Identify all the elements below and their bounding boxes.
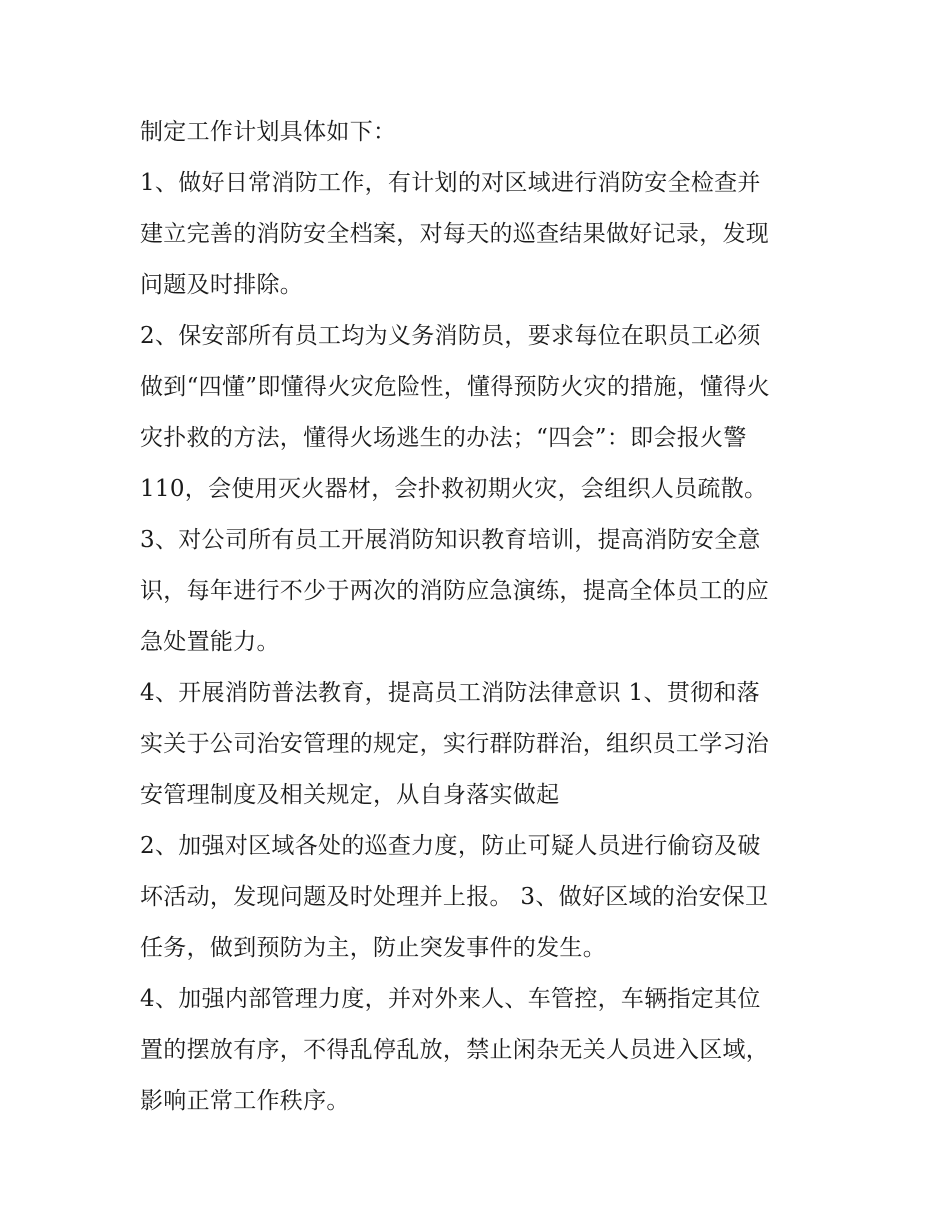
plan-item-internal-management: 4、加强内部管理力度，并对外来人、车管控，车辆指定其位 置的摆放有序，不得乱停乱放，禁止闲杂无关人员进入区域， 影响正常工作秩序。 <box>140 986 770 1114</box>
plan-item-4-fire-law-education: 4、开展消防普法教育，提高员工消防法律意识 1、贯彻和落 实关于公司治安管理的规定，实行群防群治，组织员工学习治 安管理制度及相关规定，从自身落实做起 <box>140 680 770 808</box>
plan-item-3-fire-training: 3、对公司所有员工开展消防知识教育培训，提高消防安全意 识，每年进行不少于两次的消防应急演练，提高全体员工的应 急处置能力。 <box>140 527 770 655</box>
plan-item-security-patrol: 2、加强对区域各处的巡查力度，防止可疑人员进行偷窃及破 坏活动，发现问题及时处理并上报。 3、做好区域的治安保卫 任务，做到预防为主，防止突发事件的发生。 <box>140 833 769 961</box>
intro-paragraph: 制定工作计划具体如下： <box>140 119 397 145</box>
plan-item-2-fire-volunteers: 2、保安部所有员工均为义务消防员，要求每位在职员工必须 做到“四懂”即懂得火灾危险性，懂得预防火灾的措施，懂得火 灾扑救的方法，懂得火场逃生的办法；“四会”：即会报火警 110，会使用灭火器材，会扑救初期火灾，会组织人员疏散。 <box>140 323 770 502</box>
document-body <box>140 107 820 1127</box>
plan-item-1-fire-inspection: 1、做好日常消防工作，有计划的对区域进行消防安全检查并 建立完善的消防安全档案，对每天的巡查结果做好记录，发现 问题及时排除。 <box>140 170 770 298</box>
